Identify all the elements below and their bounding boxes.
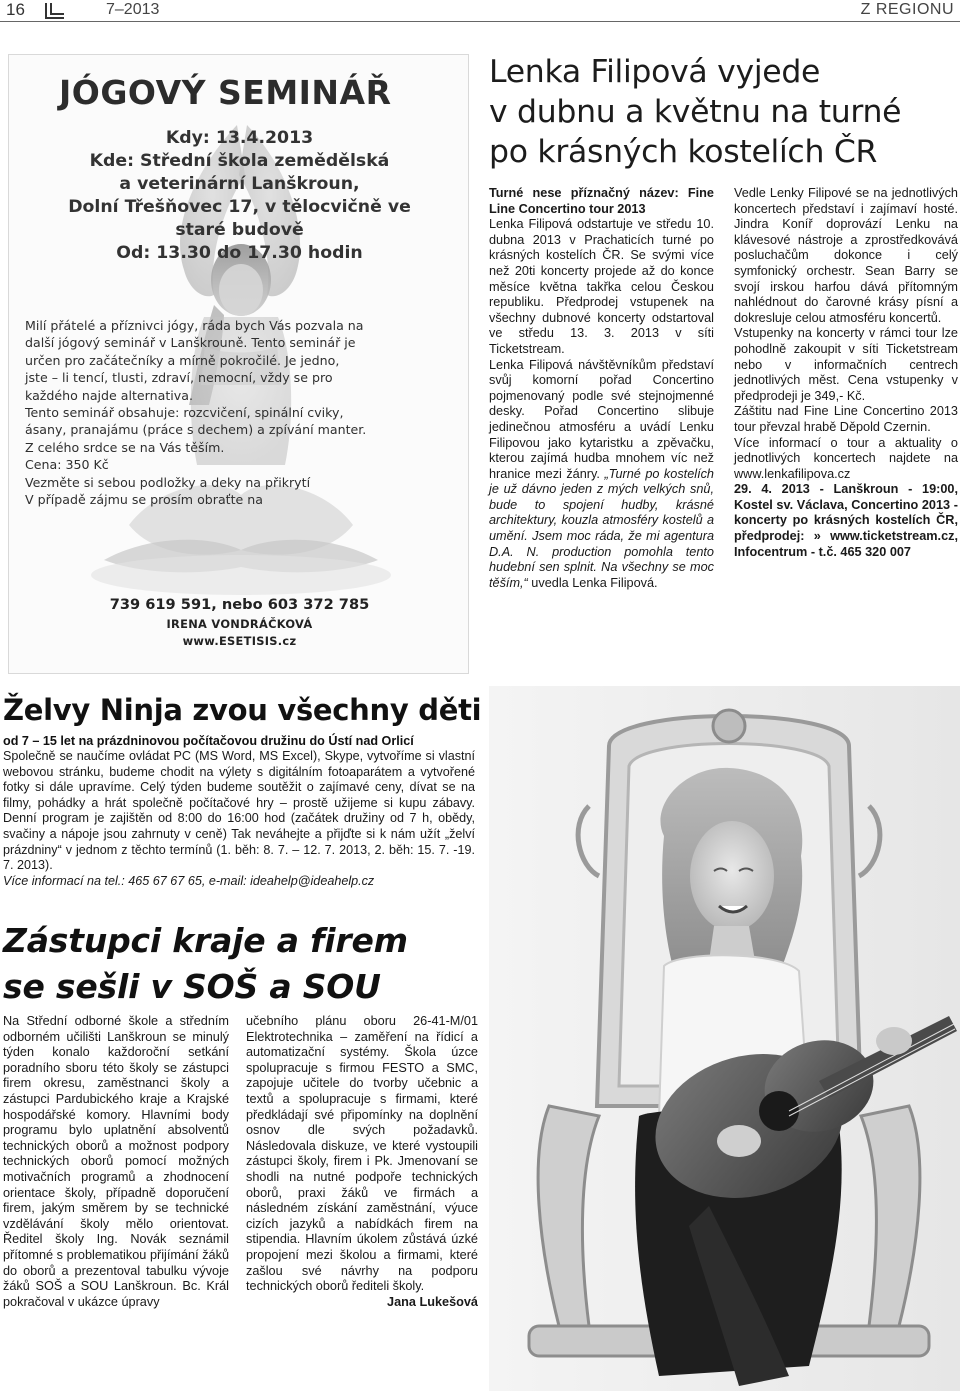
lenka-headline-line: Lenka Filipová vyjede bbox=[489, 54, 821, 90]
ninja-contact: Více informací na tel.: 465 67 67 65, e-mail: ideahelp@ideahelp.cz bbox=[3, 873, 375, 888]
poster-website[interactable]: www.ESETISIS.cz bbox=[182, 634, 297, 648]
poster-info-line: Kdy: 13.4.2013 bbox=[165, 128, 314, 148]
section-name: Z REGIONU bbox=[860, 1, 954, 18]
guitarist-photo-drawing bbox=[489, 686, 960, 1391]
poster-body-line: Z celého srdce se na Vás těším. bbox=[25, 439, 225, 455]
sos-column-2-text: učebního plánu oboru 26-41-M/01 Elektrotechnika – zaměření na řídicí a automatizační systémy. Škola úzce spolupracuje s firmou FESTO a SMC, zapojuje učitele do tvorby učebnic a textů a spolupracuje s firmami, které předkládají své připomínky na doplnění osnov dle svých požadavků. Následovala diskuze, ve které vystoupili zástupci školy, firem i Pk. Jmenovaní se shodli na nutné podpoře technických oborů, praxi žáků ve firmách a následném získání zaměstnání, výuce cizích jazyků a nabídkách firem na stipendia. Hlavním úkolem zůstává úzké propojení mezi školou a firmami, které zašlou své návrhy na podporu technických oborů řediteli školy. bbox=[246, 1014, 478, 1294]
lenka-quote: „Turné po kostelích je už dávno jeden z mých velkých snů, bude to spojení hudby, krásné architektury, kouzla atmosféry kostelů a umění. Jsem moc ráda, že mi agentura D.A. N. production pomohla tento hudební sen splnit. Na všechny se moc těším,“ bbox=[489, 466, 714, 590]
lenka-lead: Turné nese příznačný název: Fine Line Concertino tour 2013 bbox=[489, 186, 714, 216]
poster-body-line: jste – li tencí, tlusti, zdraví, nemocní, vždy se pro bbox=[25, 370, 333, 386]
sos-column-1: Na Střední odborné škole a středním odborném učilišti Lanškroun se minulý týden konalo každoroční setkání poradního sboru této školy se zástupci firem okresu, zaměstnanci školy a zástupci Pardubického kraje a Krajské hospodářské komory. Hlavními body programu bylo uplatnění absolventů technických oborů a možnost podpory technických oborů pomocí možných motivačních programů a zhodnocení orientace školy, případně doporučení firem, jakým směrem by se technické vzdělávání školy mělo orientovat. Ředitel školy Ing. Novák seznámil přítomné s problematikou přijímání žáků do oborů a prezentoval tabulku vývoje žáků SOŠ a SOU Lanškroun. Bc. Král pokračoval v ukázce úpravy bbox=[3, 1014, 229, 1309]
lenka-paragraph: Více informací o tour a aktuality o jednotlivých koncertech najdete na www.lenkafilipova.cz bbox=[734, 435, 958, 481]
newspaper-logo-icon bbox=[44, 2, 66, 20]
poster-title: JÓGOVÝ SEMINÁŘ bbox=[59, 73, 392, 112]
poster-info-line: Dolní Třešňovec 17, v tělocvičně ve bbox=[68, 197, 411, 217]
poster-info bbox=[9, 127, 469, 265]
lenka-concert-info: 29. 4. 2013 - Lanškroun - 19:00, Kostel sv. Václava, Concertino 2013 - koncerty po krásných kostelích ČR, předprodej: » www.ticketstream.cz, Infocentrum - t.č. 465 320 007 bbox=[734, 482, 958, 559]
poster-body-line: Tento seminář obsahuje: rozcvičení, spinální cviky, bbox=[25, 405, 344, 421]
poster-contact bbox=[9, 595, 469, 649]
lenka-paragraph: Vedle Lenky Filipové se na jednotlivých koncertech představí i zajímaví hosté. Jindra Koníř doprovází Lenku na klávesové nástroje a zprostředkovává posluchačům dokonce i celý symfonický orchestr. Sean Barry se svojí irskou harfou dává přítomným nahlédnout do čarovné krásy písní a dokresluje celou atmosféru koncertů. bbox=[734, 186, 958, 325]
sos-column-2 bbox=[246, 1014, 478, 1310]
poster-body-line: Cena: 350 Kč bbox=[25, 457, 109, 473]
lenka-paragraph-text: Lenka Filipová návštěvníkům představí svůj komorní pořad Concertino pojmenovaný podle své stejnojmenné desky. Pořad Concertino slibuje jedinečnou atmosféru a uvádí Lenku Filipovou jako kytaristku a zpěvačku, kterou zajímá hudba mnohem víc než hranice mezi žánry. bbox=[489, 357, 714, 481]
poster-info-line: staré budově bbox=[175, 220, 304, 240]
poster-phone: 739 619 591, nebo 603 372 785 bbox=[109, 596, 370, 613]
poster-body-line: Milí přátelé a příznivci jógy, ráda bych Vás pozvala na bbox=[25, 318, 364, 333]
sos-headline-line: Zástupci kraje a firem bbox=[3, 921, 408, 960]
yoga-seminar-poster bbox=[8, 54, 469, 674]
lenka-column-2 bbox=[734, 186, 958, 560]
issue-number: 7–2013 bbox=[106, 1, 160, 18]
poster-body-line: každého najde alternativa. bbox=[25, 387, 193, 403]
ninja-body bbox=[3, 749, 475, 889]
lenka-quote-attribution: uvedla Lenka Filipová. bbox=[527, 575, 658, 590]
poster-body-line: určen pro začátečníky a mírně pokročilé. Je jedno, bbox=[25, 352, 340, 368]
poster-body-line: další jógový seminář v Lanškrouně. Tento seminář je bbox=[25, 335, 356, 351]
page-number: 16 bbox=[6, 0, 25, 19]
ninja-headline: Želvy Ninja zvou všechny děti bbox=[3, 693, 482, 727]
poster-body-line: ásany, pranajámu (práce s dechem) a zpívání manter. bbox=[25, 422, 367, 438]
lenka-headline-line: v dubnu a květnu na turné bbox=[489, 94, 902, 130]
lenka-paragraph: Lenka Filipová odstartuje ve středu 10. dubna 2013 v Prachaticích turné po krásných kostelích ČR. Se svými více než 20ti koncerty projede až do konce měsíce května takřka celou Českou republiku. Předprodej vstupenek na všechny dubnové koncerty odstartoval ve středu 13. 3. 2013 v síti Ticketstream. bbox=[489, 217, 714, 356]
sos-author-signature: Jana Lukešová bbox=[387, 1294, 478, 1309]
ninja-body-text: Společně se naučíme ovládat PC (MS Word, MS Excel), Skype, vytvoříme si vlastní webovou stránku, budeme chodit na výlety s digitálním fotoaparátem a vytvořené fotky si dále upravíme. Celý týden budeme soutěžit o zajímavé ceny, dívat se na filmy, pohádky a hrát společně počítačové hry – prostě užijeme si kupu zábavy. Denní program je zajištěn od 8:00 do 16:00 hod (začátek družiny od 7 h, obědy, svačiny a nápoje jsou zahrnuty v ceně) Tak neváhejte a přijďte si k nám užít „želví prázdniny“ v jednom z těchto termínů (1. běh: 8. 7. – 12. 7. 2013, 2. běh: 15. 7. -19. 7. 2013). bbox=[3, 749, 475, 873]
lenka-paragraph: Záštitu nad Fine Line Concertino 2013 tour převzal hrabě Děpold Czernin. bbox=[734, 404, 958, 434]
guitarist-woman-photo bbox=[489, 686, 960, 1391]
sos-headline-line: se sešli v SOŠ a SOU bbox=[3, 967, 381, 1006]
lenka-headline bbox=[489, 52, 955, 172]
poster-info-line: Kde: Střední škola zemědělská bbox=[89, 151, 390, 171]
lenka-paragraph: Vstupenky na koncerty v rámci tour lze pohodlně zakoupit v síti Ticketstream nebo v informačních centrech jednotlivých měst. Cena vstupenky v předprodeji je 349,- Kč. bbox=[734, 326, 958, 403]
lenka-paragraph bbox=[489, 358, 714, 592]
page-header bbox=[0, 0, 960, 22]
poster-body-line: Vezměte si sebou podložky a deky na přikrytí bbox=[25, 474, 311, 490]
lenka-column-1 bbox=[489, 186, 714, 591]
sos-headline bbox=[3, 918, 408, 1010]
lenka-headline-line: po krásných kostelích ČR bbox=[489, 134, 878, 170]
poster-info-line: Od: 13.30 do 17.30 hodin bbox=[116, 243, 363, 263]
ninja-subhead: od 7 – 15 let na prázdninovou počítačovou družinu do Ústí nad Orlicí bbox=[3, 734, 414, 748]
poster-body bbox=[25, 317, 461, 508]
poster-contact-name: IRENA VONDRÁČKOVÁ bbox=[166, 617, 313, 631]
poster-body-line: V případě zájmu se prosím obraťte na bbox=[25, 492, 263, 508]
poster-info-line: a veterinární Lanškroun, bbox=[119, 174, 360, 194]
